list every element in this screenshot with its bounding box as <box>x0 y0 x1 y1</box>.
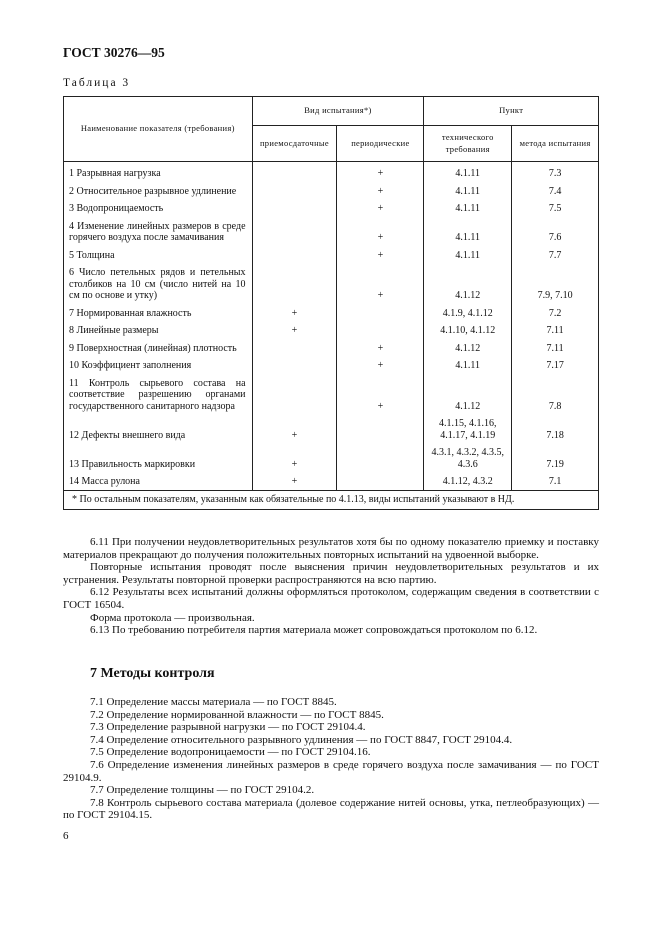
cell-method: 7.1 <box>512 472 599 490</box>
paragraph: Форма протокола — произвольная. <box>90 611 255 624</box>
cell-method: 7.8 <box>512 374 599 415</box>
cell-tech: 4.1.10, 4.1.12 <box>424 321 512 339</box>
cell-acceptance <box>252 339 337 357</box>
cell-periodic: + <box>337 217 424 246</box>
cell-name: 1 Разрывная нагрузка <box>64 162 253 182</box>
cell-tech: 4.3.1, 4.3.2, 4.3.5, 4.3.6 <box>424 443 512 472</box>
cell-name: 10 Коэффициент заполнения <box>64 356 253 374</box>
cell-periodic: + <box>337 339 424 357</box>
cell-tech: 4.1.11 <box>424 246 512 264</box>
table-row <box>64 374 599 415</box>
paragraph: 7.7 Определение толщины — по ГОСТ 29104.2. <box>90 784 315 797</box>
paragraphs-before <box>63 536 599 637</box>
paragraph: Повторные испытания проводят после выяснения причин неудовлетворительных результатов и их устранения. Результаты повторной проверки распространяются на всю партию. <box>63 561 599 586</box>
cell-acceptance <box>252 217 337 246</box>
cell-method: 7.5 <box>512 199 599 217</box>
cell-acceptance: + <box>252 472 337 490</box>
cell-periodic <box>337 304 424 322</box>
cell-name: 4 Изменение линейных размеров в среде горячего воздуха после замачивания <box>64 217 253 246</box>
table-row <box>64 472 599 490</box>
document-title: ГОСТ 30276—95 <box>63 45 165 60</box>
cell-method: 7.11 <box>512 321 599 339</box>
table-caption: Таблица 3 <box>63 77 131 89</box>
cell-tech: 4.1.12 <box>424 374 512 415</box>
cell-tech: 4.1.11 <box>424 182 512 200</box>
table-row <box>64 182 599 200</box>
cell-periodic <box>337 321 424 339</box>
cell-tech: 4.1.12, 4.3.2 <box>424 472 512 490</box>
cell-tech: 4.1.11 <box>424 162 512 182</box>
header-periodic: периодические <box>337 126 424 162</box>
cell-periodic <box>337 443 424 472</box>
paragraph: 7.1 Определение массы материала — по ГОСТ 8845. <box>90 696 337 708</box>
cell-tech: 4.1.11 <box>424 356 512 374</box>
cell-periodic <box>337 414 424 443</box>
header-name: Наименование показателя (требования) <box>64 97 253 162</box>
cell-method: 7.9, 7.10 <box>512 263 599 304</box>
table-row <box>64 339 599 357</box>
table-row <box>64 199 599 217</box>
cell-method: 7.2 <box>512 304 599 322</box>
cell-acceptance: + <box>252 321 337 339</box>
header-test-type: Вид испытания*) <box>252 97 424 126</box>
cell-name: 11 Контроль сырьевого состава на соответствие разрешению органами государственного санитарного надзора <box>64 374 253 415</box>
table-row <box>64 162 599 182</box>
cell-method: 7.7 <box>512 246 599 264</box>
cell-name: 12 Дефекты внешнего вида <box>64 414 253 443</box>
cell-name: 3 Водопроницаемость <box>64 199 253 217</box>
table-row <box>64 263 599 304</box>
section-heading: 7 Методы контроля <box>90 666 215 681</box>
cell-name: 5 Толщина <box>64 246 253 264</box>
cell-name: 14 Масса рулона <box>64 472 253 490</box>
cell-periodic: + <box>337 246 424 264</box>
paragraph: 7.3 Определение разрывной нагрузки — по ГОСТ 29104.4. <box>90 721 366 734</box>
table-row <box>64 217 599 246</box>
cell-periodic: + <box>337 199 424 217</box>
header-acceptance: приемосдаточные <box>252 126 337 162</box>
cell-name: 8 Линейные размеры <box>64 321 253 339</box>
cell-acceptance <box>252 162 337 182</box>
cell-name: 9 Поверхностная (линейная) плотность <box>64 339 253 357</box>
cell-acceptance: + <box>252 443 337 472</box>
paragraph: 6.12 Результаты всех испытаний должны оформляться протоколом, содержащим сведения в соответствии с ГОСТ 16504. <box>63 586 599 611</box>
paragraph: 7.2 Определение нормированной влажности — по ГОСТ 8845. <box>90 708 384 721</box>
paragraph: 6.11 При получении неудовлетворительных результатов хотя бы по одному показателю приемку и поставку материалов прекращают до получения положительных повторных испытаний на удвоенной выборке. <box>63 536 599 561</box>
cell-name: 7 Нормированная влажность <box>64 304 253 322</box>
cell-tech: 4.1.11 <box>424 199 512 217</box>
table-row <box>64 304 599 322</box>
paragraph: 7.6 Определение изменения линейных размеров в среде горячего воздуха после замачивания — по ГОСТ 29104.9. <box>63 758 599 784</box>
cell-tech: 4.1.12 <box>424 263 512 304</box>
cell-periodic: + <box>337 182 424 200</box>
table-body <box>64 162 599 491</box>
cell-tech: 4.1.9, 4.1.12 <box>424 304 512 322</box>
paragraph: 7.8 Контроль сырьевого состава материала (долевое содержание нитей основы, утка, петлеобразующих) — по ГОСТ 29104.15. <box>63 796 599 822</box>
cell-method: 7.4 <box>512 182 599 200</box>
header-test-method: метода испытания <box>512 126 599 162</box>
paragraph: 7.5 Определение водопроницаемости — по ГОСТ 29104.16. <box>90 746 371 759</box>
cell-method: 7.11 <box>512 339 599 357</box>
table-row <box>64 414 599 443</box>
paragraph: 7.4 Определение относительного разрывного удлинения — по ГОСТ 8847, ГОСТ 29104.4. <box>90 733 513 746</box>
cell-name: 13 Правильность маркировки <box>64 443 253 472</box>
cell-name: 2 Относительное разрывное удлинение <box>64 182 253 200</box>
cell-name: 6 Число петельных рядов и петельных столбиков на 10 см (число нитей на 10 см по основе и утку) <box>64 263 253 304</box>
cell-periodic: + <box>337 356 424 374</box>
paragraph: 6.13 По требованию потребителя партия материала может сопровождаться протоколом по 6.12. <box>90 624 538 637</box>
cell-tech: 4.1.11 <box>424 217 512 246</box>
cell-method: 7.17 <box>512 356 599 374</box>
table-row <box>64 246 599 264</box>
cell-acceptance: + <box>252 304 337 322</box>
table-row <box>64 443 599 472</box>
cell-acceptance <box>252 374 337 415</box>
header-tech-req: технического требования <box>424 126 512 162</box>
cell-periodic <box>337 472 424 490</box>
cell-acceptance <box>252 199 337 217</box>
page-number: 6 <box>63 830 69 842</box>
cell-periodic: + <box>337 263 424 304</box>
cell-method: 7.6 <box>512 217 599 246</box>
cell-tech: 4.1.12 <box>424 339 512 357</box>
cell-tech: 4.1.15, 4.1.16, 4.1.17, 4.1.19 <box>424 414 512 443</box>
table-footnote: * По остальным показателям, указанным как обязательные по 4.1.13, виды испытаний указывают в НД. <box>64 490 599 510</box>
cell-acceptance <box>252 246 337 264</box>
requirements-table <box>63 96 599 510</box>
cell-method: 7.19 <box>512 443 599 472</box>
cell-acceptance <box>252 356 337 374</box>
paragraphs-after <box>63 696 599 822</box>
table-row <box>64 321 599 339</box>
header-clause: Пункт <box>424 97 599 126</box>
cell-periodic: + <box>337 162 424 182</box>
cell-acceptance: + <box>252 414 337 443</box>
cell-acceptance <box>252 182 337 200</box>
table-row <box>64 356 599 374</box>
cell-acceptance <box>252 263 337 304</box>
cell-method: 7.3 <box>512 162 599 182</box>
cell-periodic: + <box>337 374 424 415</box>
cell-method: 7.18 <box>512 414 599 443</box>
